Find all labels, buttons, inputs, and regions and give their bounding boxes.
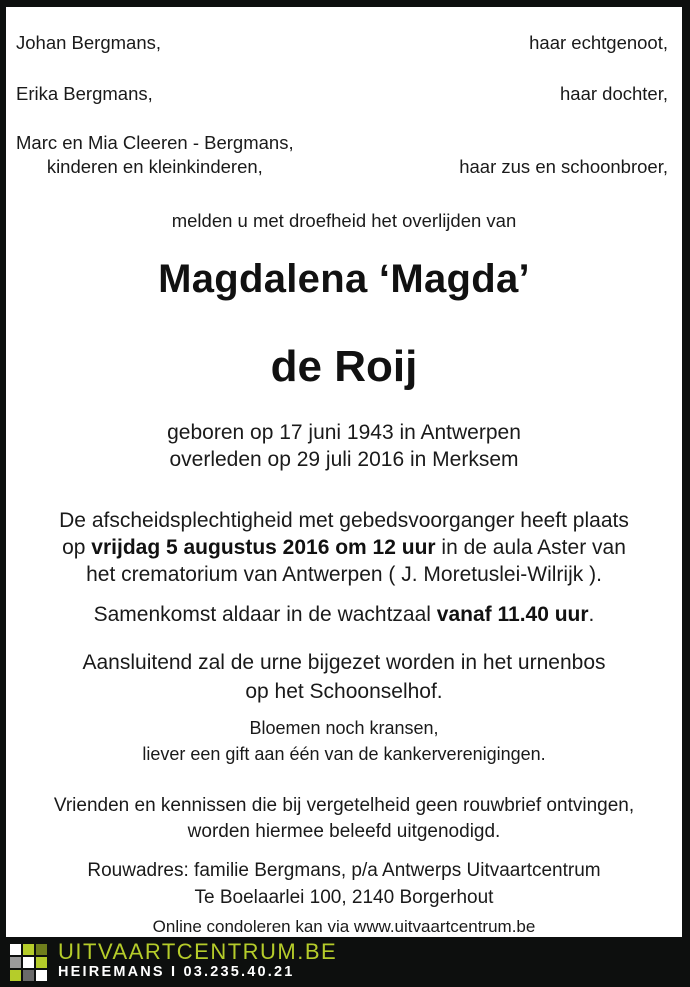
- gathering-info: [6, 603, 682, 627]
- urn-line-2: op het Schoonselhof.: [245, 680, 443, 703]
- mourning-address: [6, 857, 682, 911]
- death-date: overleden op 29 juli 2016 in Merksem: [169, 448, 519, 471]
- flowers-note: [6, 715, 682, 767]
- ceremony-datetime: vrijdag 5 augustus 2016 om 12 uur: [91, 536, 436, 559]
- ceremony-line-2: [6, 534, 682, 561]
- online-condolence: Online condoleren kan via www.uitvaartcentrum.be: [152, 917, 536, 936]
- family-row-daughter: [16, 82, 668, 106]
- obituary-card: [6, 7, 682, 937]
- contact-line: HEIREMANS I 03.235.40.21: [58, 964, 295, 980]
- gathering-suffix: .: [588, 603, 595, 626]
- family-member-name: Johan Bergmans,: [16, 32, 162, 53]
- ceremony-suffix: in de aula Aster van: [435, 536, 626, 559]
- family-member-name: kinderen en kleinkinderen,: [46, 156, 263, 177]
- flowers-line-1: Bloemen noch kransen,: [249, 718, 439, 738]
- brand-name: UITVAARTCENTRUM.BE: [58, 939, 338, 964]
- flowers-line-2: liever een gift aan één van de kankerverenigingen.: [142, 744, 546, 764]
- ceremony-prefix: op: [62, 536, 92, 559]
- address-line-2: Te Boelaarlei 100, 2140 Borgerhout: [194, 887, 494, 908]
- invitation-note: [6, 793, 682, 845]
- family-relation: haar zus en schoonbroer,: [459, 156, 668, 177]
- ceremony-line-1: De afscheidsplechtigheid met gebedsvoorganger heeft plaats: [59, 509, 629, 532]
- family-relation: haar dochter,: [560, 83, 668, 104]
- family-row-sister: [16, 131, 668, 179]
- footer-bar: [0, 937, 690, 987]
- family-member-name: Erika Bergmans,: [16, 83, 153, 104]
- family-member-names: [16, 131, 294, 179]
- urn-info: [6, 648, 682, 706]
- family-relation: haar echtgenoot,: [529, 32, 668, 53]
- ceremony-info: [6, 507, 682, 588]
- family-row-husband: [16, 31, 668, 55]
- deceased-first-name: Magdalena ‘Magda’: [158, 257, 530, 301]
- family-member-name: Marc en Mia Cleeren - Bergmans,: [16, 132, 294, 153]
- invitation-line-1: Vrienden en kennissen die bij vergetelheid geen rouwbrief ontvingen,: [53, 795, 635, 816]
- birth-date: geboren op 17 juni 1943 in Antwerpen: [167, 421, 521, 444]
- deceased-last-name: de Roij: [270, 342, 418, 391]
- life-dates: [6, 419, 682, 473]
- uitvaartcentrum-logo-icon: [10, 944, 47, 981]
- announcement-text: melden u met droefheid het overlijden van: [171, 210, 517, 231]
- urn-line-1: Aansluitend zal de urne bijgezet worden in het urnenbos: [82, 651, 606, 674]
- gathering-prefix: Samenkomst aldaar in de wachtzaal: [93, 603, 437, 626]
- address-line-1: Rouwadres: familie Bergmans, p/a Antwerps Uitvaartcentrum: [87, 860, 601, 881]
- invitation-line-2: worden hiermee beleefd uitgenodigd.: [187, 821, 501, 842]
- ceremony-line-3: het crematorium van Antwerpen ( J. Moretuslei-Wilrijk ).: [86, 563, 602, 586]
- gathering-time: vanaf 11.40 uur: [436, 603, 589, 626]
